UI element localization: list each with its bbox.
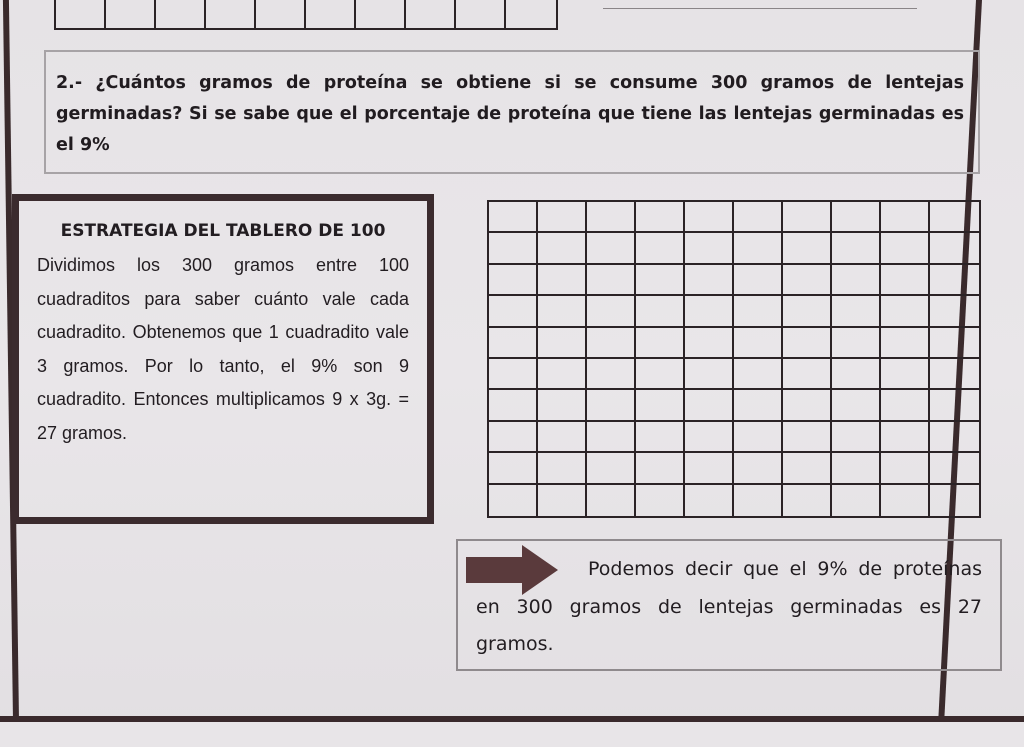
conclusion-box bbox=[456, 539, 1002, 671]
grid-cell bbox=[930, 202, 979, 233]
top-grid-cell bbox=[356, 0, 406, 28]
grid-cell bbox=[783, 202, 832, 233]
grid-cell bbox=[881, 233, 930, 264]
grid-cell bbox=[685, 328, 734, 359]
grid-cell bbox=[832, 296, 881, 327]
grid-cell bbox=[881, 202, 930, 233]
grid-cell bbox=[636, 422, 685, 453]
top-grid-cell bbox=[456, 0, 506, 28]
grid-cell bbox=[783, 233, 832, 264]
grid-cell bbox=[930, 328, 979, 359]
grid-cell bbox=[930, 359, 979, 390]
grid-cell bbox=[489, 296, 538, 327]
grid-cell bbox=[832, 265, 881, 296]
grid-cell bbox=[587, 359, 636, 390]
grid-cell bbox=[489, 328, 538, 359]
grid-cell bbox=[783, 328, 832, 359]
grid-cell bbox=[734, 296, 783, 327]
conclusion-text: Podemos decir que el 9% de proteínas en 300 gramos de lentejas germinadas es 27 gramos. bbox=[476, 558, 982, 655]
grid-cell bbox=[636, 265, 685, 296]
grid-cell bbox=[685, 390, 734, 421]
grid-cell bbox=[636, 328, 685, 359]
top-grid-cell bbox=[506, 0, 556, 28]
grid-cell bbox=[832, 233, 881, 264]
grid-cell bbox=[538, 485, 587, 516]
grid-cell bbox=[538, 233, 587, 264]
grid-cell bbox=[832, 453, 881, 484]
grid-cell bbox=[734, 390, 783, 421]
grid-cell bbox=[734, 328, 783, 359]
top-grid-cell bbox=[406, 0, 456, 28]
grid-cell bbox=[538, 296, 587, 327]
grid-cell bbox=[489, 359, 538, 390]
grid-cell bbox=[930, 233, 979, 264]
grid-cell bbox=[685, 422, 734, 453]
grid-cell bbox=[783, 296, 832, 327]
grid-cell bbox=[930, 453, 979, 484]
strategy-title: ESTRATEGIA DEL TABLERO DE 100 bbox=[60, 221, 386, 241]
grid-cell bbox=[881, 328, 930, 359]
grid-cell bbox=[636, 202, 685, 233]
grid-cell bbox=[685, 453, 734, 484]
grid-cell bbox=[734, 359, 783, 390]
grid-cell bbox=[587, 328, 636, 359]
grid-cell bbox=[734, 422, 783, 453]
grid-cell bbox=[832, 390, 881, 421]
grid-cell bbox=[538, 390, 587, 421]
grid-cell bbox=[832, 485, 881, 516]
grid-cell bbox=[538, 359, 587, 390]
grid-cell bbox=[685, 233, 734, 264]
grid-cell bbox=[538, 265, 587, 296]
top-grid-cell bbox=[256, 0, 306, 28]
grid-cell bbox=[734, 453, 783, 484]
grid-cell bbox=[538, 202, 587, 233]
grid-cell bbox=[734, 485, 783, 516]
grid-cell bbox=[783, 265, 832, 296]
grid-cell bbox=[930, 296, 979, 327]
grid-cell bbox=[881, 359, 930, 390]
grid-cell bbox=[685, 485, 734, 516]
grid-cell bbox=[881, 422, 930, 453]
strategy-box bbox=[12, 194, 434, 524]
grid-cell bbox=[832, 422, 881, 453]
grid-cell bbox=[881, 390, 930, 421]
grid-cell bbox=[489, 422, 538, 453]
grid-cell bbox=[685, 296, 734, 327]
grid-cell bbox=[783, 422, 832, 453]
grid-cell bbox=[587, 485, 636, 516]
grid-cell bbox=[881, 453, 930, 484]
top-grid-cell bbox=[56, 0, 106, 28]
grid-cell bbox=[783, 485, 832, 516]
top-grid-cell bbox=[306, 0, 356, 28]
grid-cell bbox=[930, 390, 979, 421]
grid-cell bbox=[734, 265, 783, 296]
grid-cell bbox=[881, 485, 930, 516]
grid-cell bbox=[489, 202, 538, 233]
grid-cell bbox=[587, 453, 636, 484]
grid-cell bbox=[587, 296, 636, 327]
grid-cell bbox=[587, 390, 636, 421]
page-margin-bottom bbox=[0, 722, 1024, 747]
grid-cell bbox=[587, 265, 636, 296]
grid-cell bbox=[685, 359, 734, 390]
grid-cell bbox=[685, 265, 734, 296]
grid-cell bbox=[489, 453, 538, 484]
top-grid-cell bbox=[206, 0, 256, 28]
grid-cell bbox=[636, 453, 685, 484]
grid-cell bbox=[489, 233, 538, 264]
grid-cell bbox=[930, 485, 979, 516]
grid-cell bbox=[489, 390, 538, 421]
grid-cell bbox=[587, 202, 636, 233]
grid-cell bbox=[832, 359, 881, 390]
grid-cell bbox=[930, 265, 979, 296]
top-right-box bbox=[603, 0, 917, 9]
top-grid-cell bbox=[156, 0, 206, 28]
grid-cell bbox=[489, 265, 538, 296]
grid-cell bbox=[783, 359, 832, 390]
grid-cell bbox=[587, 233, 636, 264]
strategy-body: Dividimos los 300 gramos entre 100 cuadraditos para saber cuánto vale cada cuadradito. Obtenemos que 1 cuadradito vale 3 gramos. Por lo tanto, el 9% son 9 cuadradito. Entonces multiplicamos 9 x 3g. = 27 gramos. bbox=[37, 255, 409, 443]
grid-cell bbox=[538, 328, 587, 359]
grid-cell bbox=[881, 296, 930, 327]
grid-cell bbox=[881, 265, 930, 296]
question-box bbox=[44, 50, 980, 174]
grid-cell bbox=[734, 202, 783, 233]
grid-cell bbox=[734, 233, 783, 264]
grid-cell bbox=[489, 485, 538, 516]
question-text: 2.- ¿Cuántos gramos de proteína se obtiene si se consume 300 gramos de lentejas germinadas? Si se sabe que el porcentaje de proteína que tiene las lentejas germinadas es el 9% bbox=[56, 73, 964, 155]
grid-cell bbox=[783, 453, 832, 484]
top-grid-cell bbox=[106, 0, 156, 28]
grid-cell bbox=[685, 202, 734, 233]
top-partial-grid bbox=[54, 0, 558, 30]
grid-cell bbox=[538, 453, 587, 484]
hundred-grid bbox=[487, 200, 981, 518]
grid-cell bbox=[636, 296, 685, 327]
grid-cell bbox=[783, 390, 832, 421]
grid-cell bbox=[636, 390, 685, 421]
grid-cell bbox=[832, 202, 881, 233]
grid-cell bbox=[636, 485, 685, 516]
grid-cell bbox=[930, 422, 979, 453]
grid-cell bbox=[636, 359, 685, 390]
grid-cell bbox=[832, 328, 881, 359]
grid-cell bbox=[636, 233, 685, 264]
grid-cell bbox=[587, 422, 636, 453]
grid-cell bbox=[538, 422, 587, 453]
